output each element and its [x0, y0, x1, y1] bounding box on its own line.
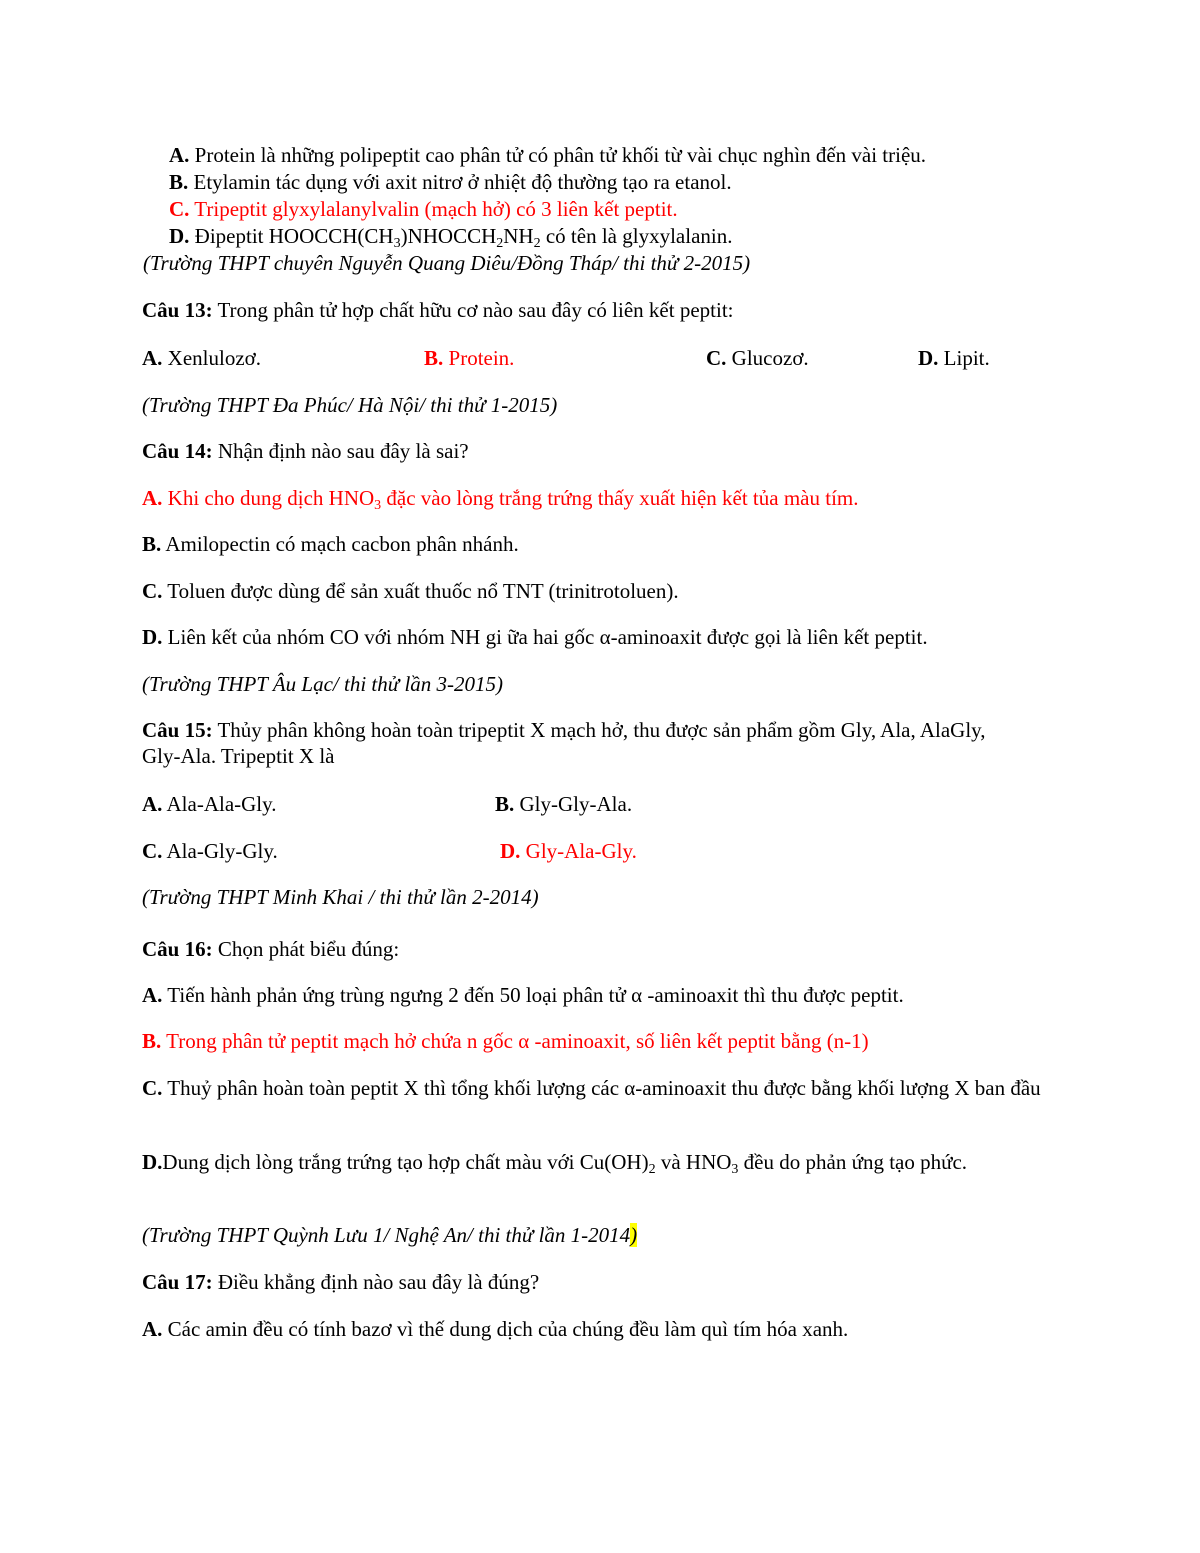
q13-option-b-answer: B. Protein.: [424, 346, 515, 370]
q13-option-a: A. Xenlulozơ.: [142, 346, 262, 370]
q16-source: (Trường THPT Quỳnh Lưu 1/ Nghệ An/ thi thử lần 1-2014): [142, 1223, 638, 1247]
q14-option-a-answer: A. Khi cho dung dịch $HNO_3$ đặc vào lòng trắng trứng thấy xuất hiện kết tủa màu tím.: [142, 486, 859, 513]
q14-option-b: B. Amilopectin có mạch cacbon phân nhánh.: [142, 532, 519, 556]
q17-option-a: A. Các amin đều có tính bazơ vì thế dung dịch của chúng đều làm quì tím hóa xanh.: [142, 1317, 849, 1341]
q15-option-a: A. Ala-Ala-Gly.: [142, 792, 277, 816]
q17-question: Câu 17: Điều khẳng định nào sau đây là đúng?: [142, 1270, 540, 1294]
q12-option-c-answer: C. Tripeptit glyxylalanylvalin (mạch hở) có 3 liên kết peptit.: [169, 197, 678, 221]
q13-option-d: D. Lipit.: [918, 346, 990, 370]
q15-option-c: C. Ala-Gly-Gly.: [142, 839, 278, 863]
q14-question: Câu 14: Nhận định nào sau đây là sai?: [142, 439, 469, 463]
q12-option-d: D. Đipeptit $HOOCCH(CH_3)NHOCCH_2NH_2$ có tên là glyxylalanin.: [169, 224, 733, 251]
q13-option-c: C. Glucozơ.: [706, 346, 809, 370]
q15-question: Câu 15: Thủy phân không hoàn toàn tripeptit X mạch hở, thu được sản phẩm gồm Gly, Ala, AlaGly, Gly-Ala. Tripeptit X là: [142, 718, 986, 768]
q14-source: (Trường THPT Âu Lạc/ thi thử lần 3-2015): [142, 672, 504, 696]
q13-question: Câu 13: Trong phân tử hợp chất hữu cơ nào sau đây có liên kết peptit:: [142, 298, 734, 322]
q15-option-b: B. Gly-Gly-Ala.: [495, 792, 633, 816]
highlighted-parenthesis: ): [630, 1223, 638, 1247]
q16-option-a: A. Tiến hành phản ứng trùng ngưng 2 đến 50 loại phân tử α -aminoaxit thì thu được peptit.: [142, 983, 904, 1007]
q15-option-d-answer: D. Gly-Ala-Gly.: [500, 839, 637, 863]
q16-option-b-answer: B. Trong phân tử peptit mạch hở chứa n gốc α -aminoaxit, số liên kết peptit bằng (n-1): [142, 1029, 869, 1053]
q12-source: (Trường THPT chuyên Nguyễn Quang Diêu/Đồng Tháp/ thi thử 2-2015): [143, 251, 751, 275]
q14-option-d: D. Liên kết của nhóm CO với nhóm NH gi ữa hai gốc α-aminoaxit được gọi là liên kết peptit.: [142, 625, 928, 649]
q16-option-c: C. Thuỷ phân hoàn toàn peptit X thì tổng khối lượng các α-aminoaxit thu được bằng khối lượng X ban đầu: [142, 1076, 1041, 1100]
q14-option-c: C. Toluen được dùng để sản xuất thuốc nổ TNT (trinitrotoluen).: [142, 579, 679, 603]
q16-question: Câu 16: Chọn phát biểu đúng:: [142, 937, 400, 961]
q12-option-b: B. Etylamin tác dụng với axit nitrơ ở nhiệt độ thường tạo ra etanol.: [169, 170, 732, 194]
q12-option-a: A. Protein là những polipeptit cao phân tử có phân tử khối từ vài chục nghìn đến vài triệu.: [169, 143, 927, 167]
q13-source: (Trường THPT Đa Phúc/ Hà Nội/ thi thử 1-2015): [142, 393, 558, 417]
q15-source: (Trường THPT Minh Khai / thi thử lần 2-2014): [142, 885, 539, 909]
q16-option-d: D.Dung dịch lòng trắng trứng tạo hợp chất màu với $Cu(OH)_2$ và $HNO_3$ đều do phản ứng tạo phức.: [142, 1150, 968, 1177]
